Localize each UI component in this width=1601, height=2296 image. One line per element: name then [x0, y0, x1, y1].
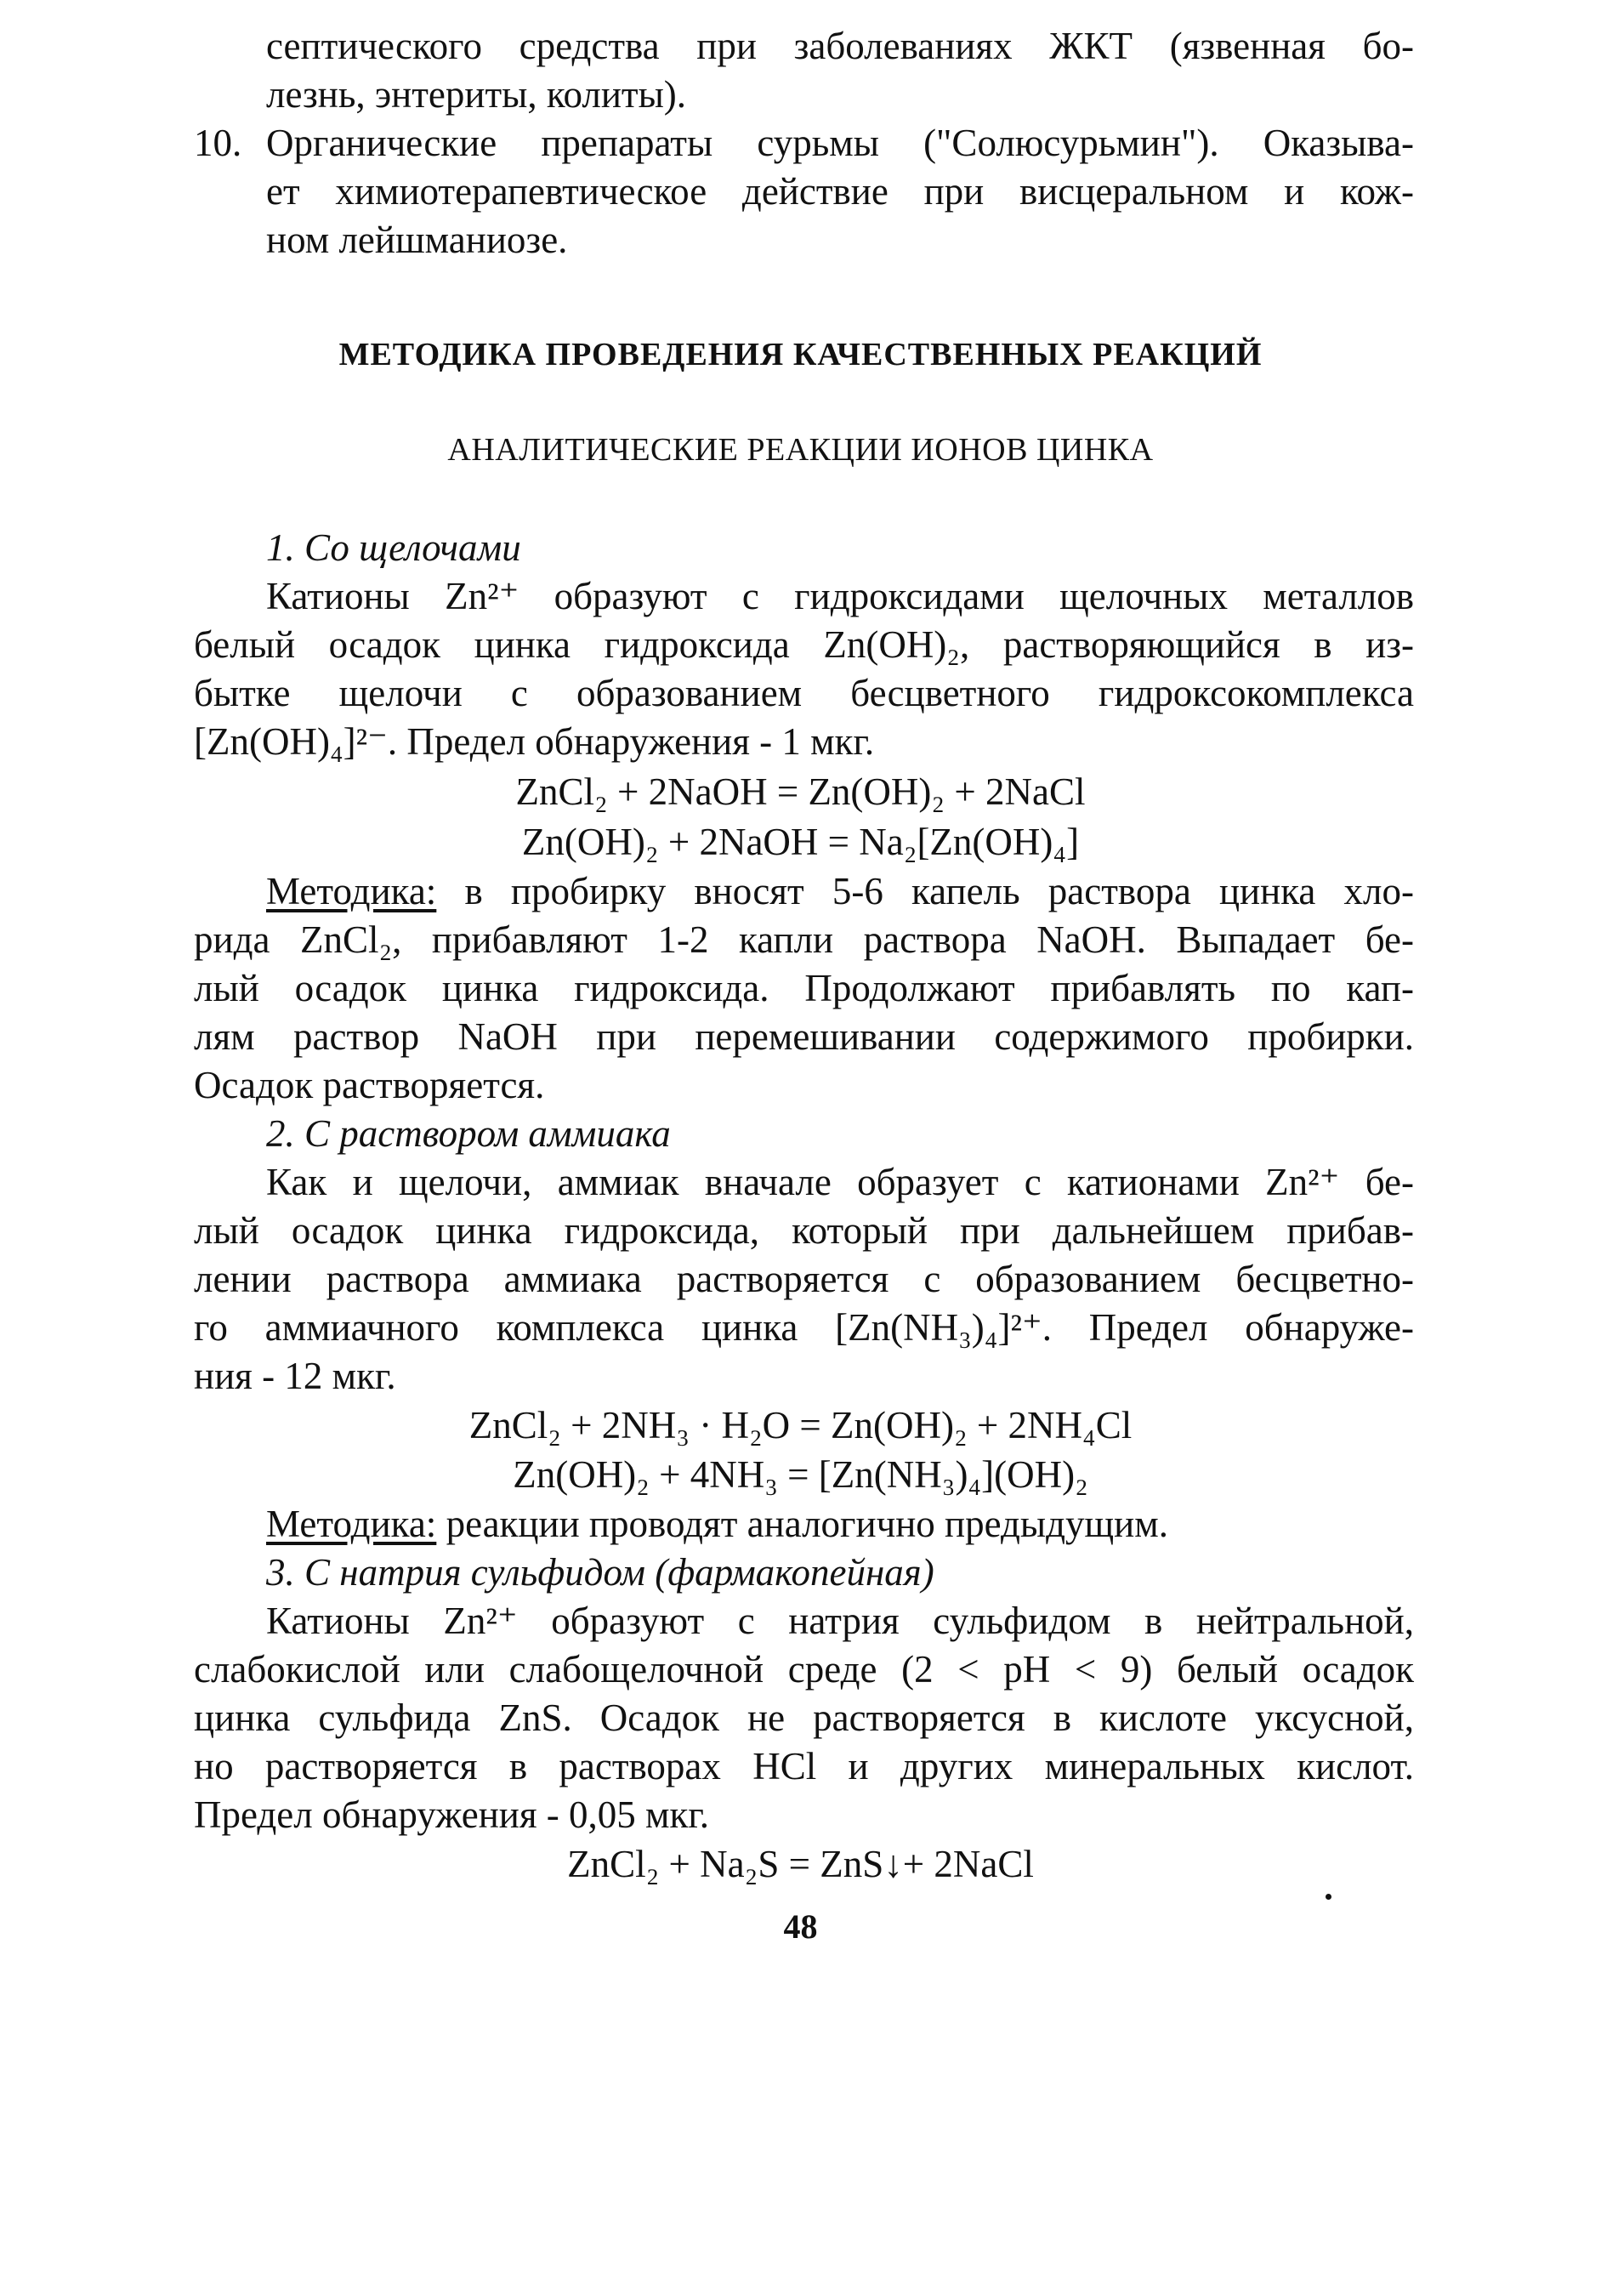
method-line	[266, 1500, 1168, 1549]
reaction-1-title: 1. Со щелочами	[266, 526, 521, 569]
list-item-10-line-3: ном лейшманиозе.	[266, 219, 568, 261]
method-line: лый осадок цинка гидроксида. Продолжают прибавлять по кап-	[194, 967, 1414, 1009]
method-line: рида ZnCl₂, прибавляют 1-2 капли раствора NaOH. Выпадает бе-	[194, 918, 1414, 961]
list-continuation-line-1: септического средства при заболеваниях ЖКТ (язвенная бо-	[266, 25, 1414, 67]
list-item-10-line-1: Органические препараты сурьмы ("Солюсурьмин"). Оказыва-	[266, 122, 1414, 164]
equation: ZnCl₂ + 2NaOH = Zn(OH)₂ + 2NaCl	[515, 770, 1086, 813]
method-line: лям раствор NaOH при перемешивании содержимого пробирки.	[194, 1015, 1414, 1058]
paragraph-line: Катионы Zn²⁺ образуют с натрия сульфидом в нейтральной,	[266, 1600, 1414, 1642]
paragraph-line: бытке щелочи с образованием бесцветного гидроксокомплекса	[194, 672, 1414, 714]
method-label: Методика:	[266, 870, 437, 912]
scan-speck	[1326, 1894, 1331, 1900]
paragraph-line: ния - 12 мкг.	[194, 1355, 396, 1397]
paragraph-line: Предел обнаружения - 0,05 мкг.	[194, 1793, 710, 1836]
equation: ZnCl₂ + Na₂S = ZnS↓+ 2NaCl	[567, 1843, 1034, 1885]
paragraph-line: лении раствора аммиака растворяется с образованием бесцветно-	[194, 1258, 1414, 1300]
paragraph-line: го аммиачного комплекса цинка [Zn(NH₃)₄]²⁺. Предел обнаруже-	[194, 1306, 1414, 1349]
equation: ZnCl₂ + 2NH₃ · H₂O = Zn(OH)₂ + 2NH₄Cl	[468, 1404, 1133, 1446]
paragraph-line: Как и щелочи, аммиак вначале образует с катионами Zn²⁺ бе-	[266, 1161, 1414, 1203]
reaction-2-title: 2. С раствором аммиака	[266, 1112, 671, 1155]
paragraph-line: Катионы Zn²⁺ образуют с гидроксидами щелочных металлов	[266, 575, 1414, 617]
list-item-number: 10.	[194, 122, 242, 164]
equation: Zn(OH)₂ + 4NH₃ = [Zn(NH₃)₄](OH)₂	[513, 1453, 1088, 1496]
method-text: в пробирку вносят 5-6 капель раствора цинка хло-	[436, 870, 1414, 912]
paragraph-line: [Zn(OH)₄]²⁻. Предел обнаружения - 1 мкг.	[194, 720, 875, 763]
method-label: Методика:	[266, 1503, 437, 1545]
list-item-10-line-2: ет химиотерапевтическое действие при висцеральном и кож-	[266, 170, 1414, 213]
page-number: 48	[783, 1907, 818, 1946]
section-heading: МЕТОДИКА ПРОВЕДЕНИЯ КАЧЕСТВЕННЫХ РЕАКЦИЙ	[338, 337, 1263, 372]
list-continuation-line-2: лезнь, энтериты, колиты).	[266, 73, 687, 116]
paragraph-line: лый осадок цинка гидроксида, который при дальнейшем прибав-	[194, 1209, 1414, 1252]
paragraph-line: но растворяется в растворах HCl и других минеральных кислот.	[194, 1745, 1414, 1787]
method-text: реакции проводят аналогично предыдущим.	[436, 1503, 1168, 1545]
equation: Zn(OH)₂ + 2NaOH = Na₂[Zn(OH)₄]	[521, 821, 1080, 863]
subsection-heading: АНАЛИТИЧЕСКИЕ РЕАКЦИИ ИОНОВ ЦИНКА	[447, 432, 1154, 468]
paragraph-line: белый осадок цинка гидроксида Zn(OH)₂, растворяющийся в из-	[194, 623, 1414, 666]
reaction-3-title: 3. С натрия сульфидом (фармакопейная)	[266, 1551, 934, 1594]
method-line	[266, 867, 1414, 916]
paragraph-line: цинка сульфида ZnS. Осадок не растворяется в кислоте уксусной,	[194, 1696, 1414, 1739]
paragraph-line: слабокислой или слабощелочной среде (2 < pH < 9) белый осадок	[194, 1648, 1414, 1691]
method-line: Осадок растворяется.	[194, 1064, 545, 1106]
